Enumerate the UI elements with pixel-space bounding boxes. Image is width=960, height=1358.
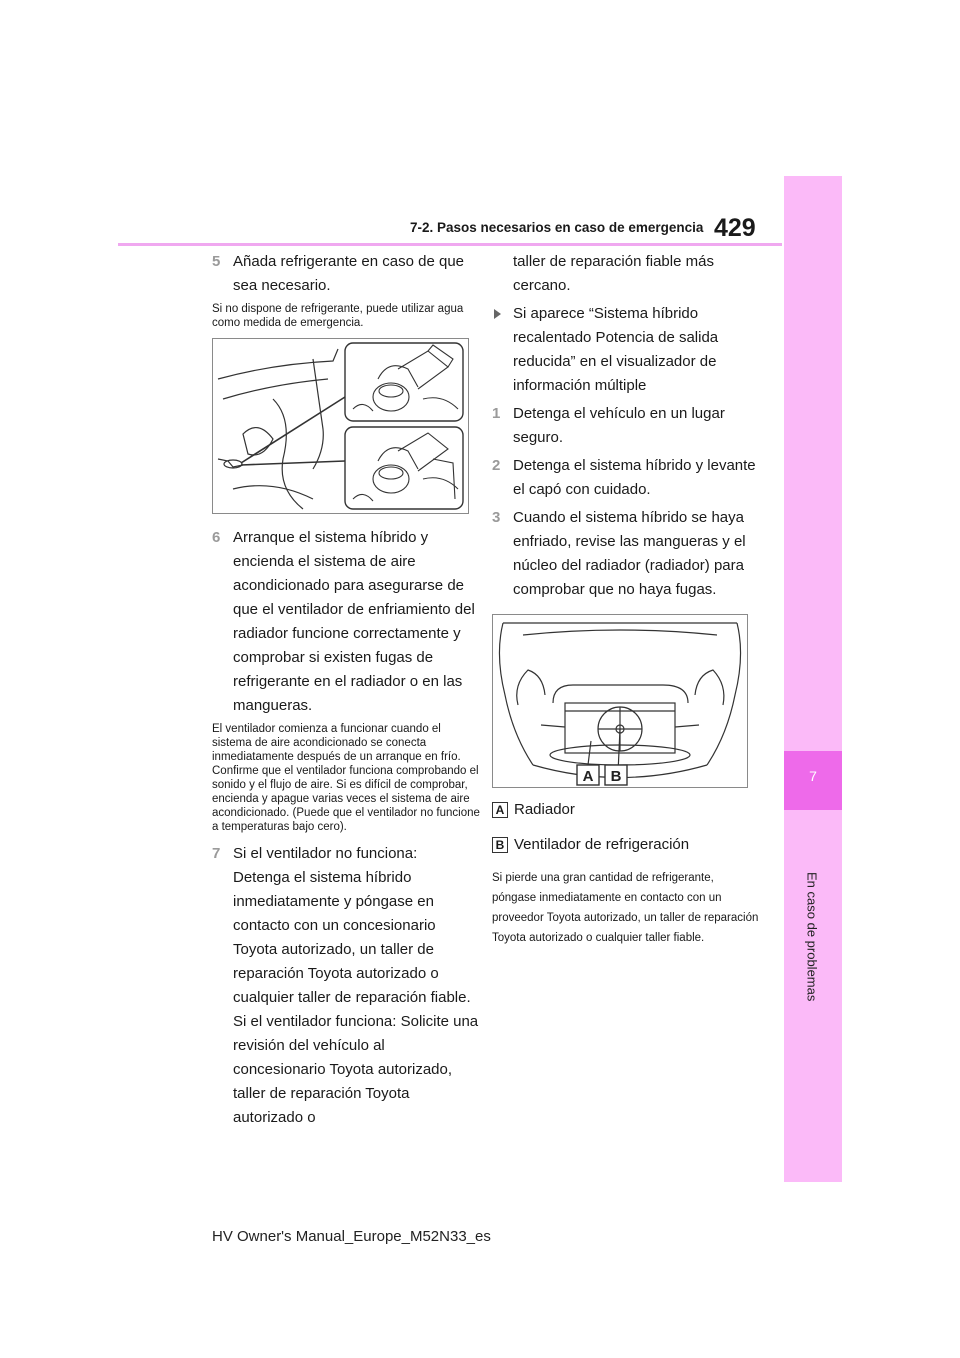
step-text: Detenga el vehículo en un lugar seguro. [513, 405, 725, 446]
section-title: 7-2. Pasos necesarios en caso de emergencia [410, 220, 704, 235]
upper-detail-inset [345, 343, 463, 421]
step-text-line: Si el ventilador no funciona: [233, 845, 418, 862]
step-7-continuation: taller de reparación fiable más cercano. [513, 253, 714, 294]
overheat-warning-heading [492, 302, 760, 398]
step-text-line: Si el ventilador funciona: Solicite una revisión del vehículo al concesionario Toyota autorizado, taller de reparación Toyota autorizado o [233, 1013, 479, 1126]
step-5-note: Si no dispone de refrigerante, puede utilizar agua como medida de emergencia. [212, 303, 464, 329]
legend-label: Ventilador de refrigeración [514, 836, 690, 853]
legend-item-fan [492, 833, 760, 857]
radiator-illustration [492, 614, 748, 788]
triangle-bullet-icon [494, 309, 501, 319]
chapter-side-tab [784, 176, 842, 1182]
step-6-note: El ventilador comienza a funcionar cuando el sistema de aire acondicionado se conecta inmediatamente después de un arranque en frío. Confirme que el ventilador funciona comprobando el sonido y el flujo de aire. Si es difícil de comprobar, encienda y apague varias veces el sistema de aire acondicionado. (Puede que el ventilador no funcione a temperaturas bajo cero). [212, 723, 480, 833]
step-number: 1 [492, 405, 501, 422]
step-5 [212, 250, 480, 298]
page-number: 429 [714, 214, 756, 242]
legend-label: Radiador [514, 801, 575, 818]
header-divider [118, 243, 782, 246]
callout-b-label: B [610, 768, 622, 785]
step-2 [492, 454, 760, 502]
step-text: Cuando el sistema híbrido se haya enfriado, revise las mangueras y el núcleo del radiador (radiador) para comprobar que no haya fugas. [513, 509, 746, 598]
step-1 [492, 402, 760, 450]
step-number: 7 [212, 845, 221, 862]
lower-detail-inset [345, 427, 463, 509]
chapter-title: En caso de problemas [804, 872, 820, 1002]
left-column [212, 250, 480, 1134]
right-column [492, 250, 760, 956]
coolant-refill-illustration [212, 338, 469, 514]
coolant-loss-note: Si pierde una gran cantidad de refrigerante, póngase inmediatamente en contacto con un proveedor Toyota autorizado, un taller de reparación Toyota autorizado o cualquier taller fiable. [492, 872, 759, 944]
bullet-text: Si aparece “Sistema híbrido recalentado Potencia de salida reducida” en el visualizador de información múltiple [513, 305, 719, 394]
step-number: 3 [492, 509, 501, 526]
step-6 [212, 526, 480, 718]
step-text: Añada refrigerante en caso de que sea necesario. [233, 253, 464, 294]
step-7 [212, 842, 480, 1130]
step-number: 2 [492, 457, 501, 474]
callout-a-label: A [582, 768, 594, 785]
legend-key: A [492, 802, 508, 818]
step-number: 5 [212, 253, 221, 270]
step-text-line: Detenga el sistema híbrido inmediatamente y póngase en contacto con un concesionario Toyota autorizado, un taller de reparación Toyota autorizado o cualquier taller de reparación fiable. [233, 869, 471, 1006]
step-text: Detenga el sistema híbrido y levante el capó con cuidado. [513, 457, 756, 498]
legend-item-radiator [492, 798, 760, 822]
footer-manual-id: HV Owner's Manual_Europe_M52N33_es [212, 1228, 491, 1245]
step-number: 6 [212, 529, 221, 546]
legend-key: B [492, 837, 508, 853]
chapter-number: 7 [809, 768, 817, 784]
engine-bay-drawing [213, 339, 468, 513]
step-3 [492, 506, 760, 602]
step-text: Arranque el sistema híbrido y encienda el sistema de aire acondicionado para asegurarse de que el ventilador de enfriamiento del radiador funcione correctamente y comprobar si existen fugas de refrigerante en el radiador o en las mangueras. [233, 529, 475, 714]
open-hood-drawing [493, 615, 747, 787]
